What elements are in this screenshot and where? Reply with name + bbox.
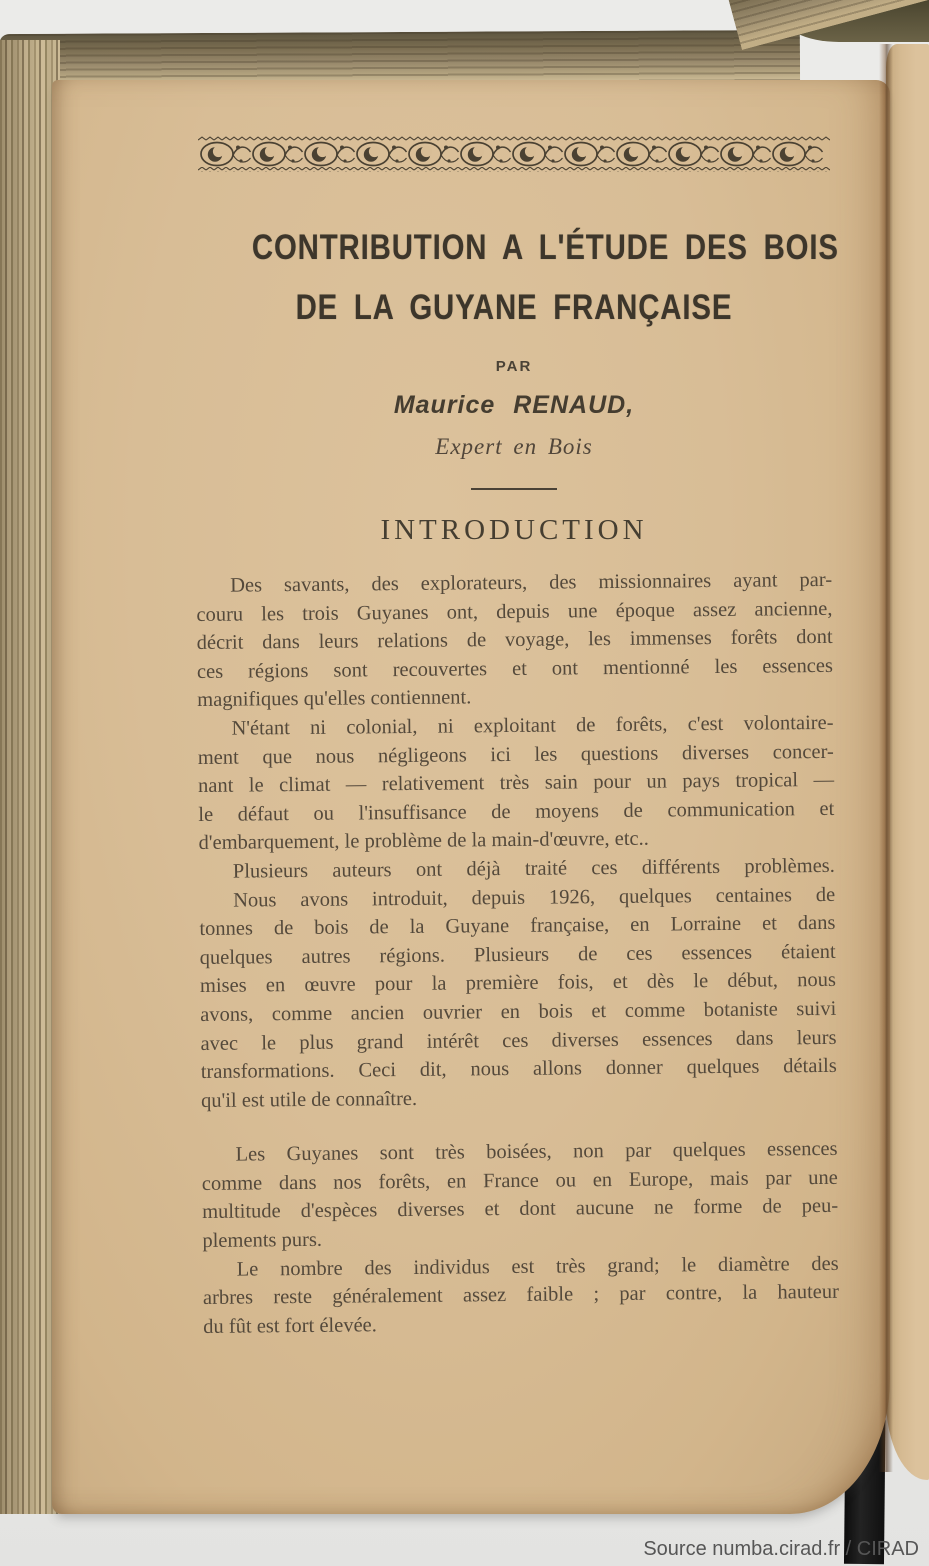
- text-line: décrit dans leurs relations de voyage, les immenses forêts dont: [196, 626, 833, 655]
- source-caption: Source numba.cirad.fr / CIRAD: [643, 1538, 919, 1560]
- text-line: couru les trois Guyanes ont, depuis une époque assez ancienne,: [196, 597, 833, 626]
- paragraph: [196, 566, 833, 715]
- text-line: le défaut ou l'insuffisance de moyens de communication et: [198, 797, 835, 826]
- text-line: Le nombre des individus est très grand; le diamètre des: [236, 1252, 839, 1281]
- text-line: avec le plus grand intérêt ces diverses essences dans leurs: [200, 1026, 837, 1055]
- book-page: [52, 80, 890, 1514]
- document-title-line-1: [196, 228, 839, 268]
- text-line: multitude d'espèces diverses et dont aucune ne forme de peu-: [202, 1195, 839, 1224]
- text-line: nant le climat — relativement très sain pour un pays tropical —: [197, 769, 835, 798]
- text-line: comme dans nos forêts, en France ou en Europe, mais par une: [201, 1166, 838, 1195]
- text-line: arbres reste généralement assez faible ; par contre, la hauteur: [202, 1281, 840, 1310]
- paragraph: [197, 709, 834, 858]
- text-line: Plusieurs auteurs ont déjà traité ces différents problèmes.: [232, 854, 835, 883]
- page-content: [196, 80, 840, 1341]
- text-line: du fût est fort élevée.: [203, 1314, 377, 1338]
- text-line: mises en œuvre pour la première fois, et dès le début, nous: [199, 969, 837, 998]
- document-title-text-1: CONTRIBUTION A L'ÉTUDE DES BOIS: [251, 228, 839, 267]
- text-line: ment que nous négligeons ici les questions diverses concer-: [197, 740, 834, 769]
- text-line: ces régions sont recouvertes et ont mentionné les essences: [196, 654, 834, 683]
- text-line: Des savants, des explorateurs, des missionnaires ayant par-: [230, 568, 833, 597]
- ornament-border-icon: [198, 136, 830, 172]
- author-title: Expert en Bois: [435, 434, 593, 459]
- text-line: avons, comme ancien ouvrier en bois et comme botaniste suivi: [200, 997, 837, 1026]
- text-line: quelques autres régions. Plusieurs de ces essences étaient: [199, 940, 836, 969]
- byline-label: PAR: [495, 358, 533, 375]
- separator-rule: [471, 488, 557, 490]
- gutter-crease: [879, 44, 893, 1472]
- text-line: d'embarquement, le problème de la main-d'œuvre, etc..: [198, 828, 649, 855]
- book-left-page-edges: [0, 40, 60, 1514]
- paragraph: [201, 1135, 838, 1255]
- body-text: [196, 566, 839, 1342]
- document-title-line-2: [196, 288, 832, 328]
- text-line: Les Guyanes sont très boisées, non par quelques essences: [235, 1138, 838, 1166]
- author-name: Maurice RENAUD,: [393, 391, 635, 419]
- section-heading: INTRODUCTION: [380, 514, 648, 546]
- text-line: Nous avons introduit, depuis 1926, quelques centaines de: [233, 883, 836, 912]
- text-line: magnifiques qu'elles contiennent.: [197, 686, 472, 712]
- text-line: transformations. Ceci dit, nous allons donner quelques détails: [200, 1054, 837, 1084]
- text-line: tonnes de bois de la Guyane française, en Lorraine et dans: [199, 912, 836, 941]
- text-line: qu'il est utile de connaître.: [200, 1087, 418, 1112]
- text-line: N'étant ni colonial, ni exploitant de forêts, c'est volontaire-: [231, 711, 834, 740]
- text-line: plements purs.: [202, 1228, 323, 1253]
- paragraph: [199, 880, 837, 1115]
- document-title-text-2: DE LA GUYANE FRANÇAISE: [295, 288, 733, 327]
- paragraph: [203, 1250, 840, 1342]
